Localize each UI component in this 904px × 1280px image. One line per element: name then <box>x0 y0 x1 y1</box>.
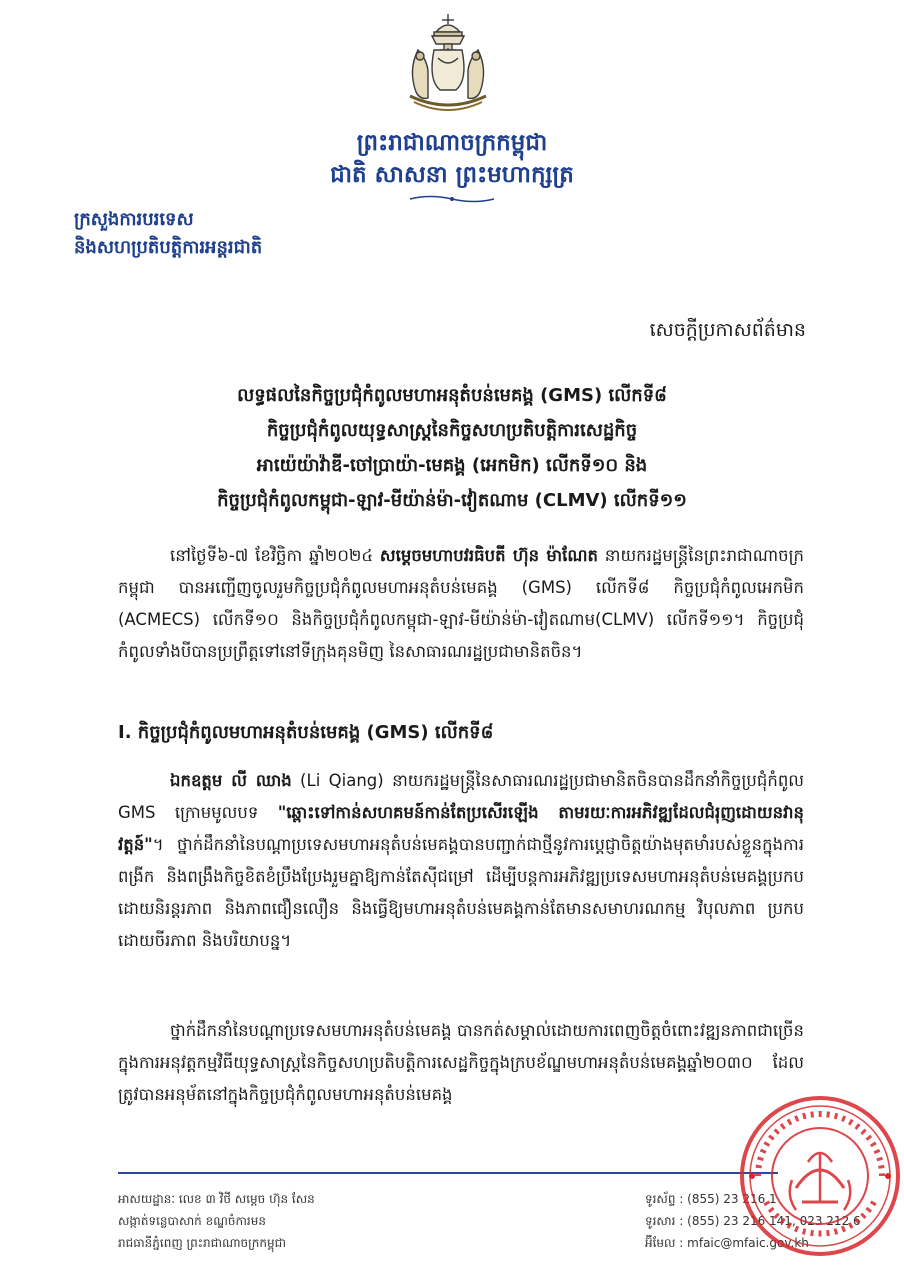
royal-coat-of-arms-emblem <box>398 10 498 118</box>
email-value: mfaic@mfaic.gov.kh <box>687 1236 809 1250</box>
footer-divider <box>118 1172 778 1174</box>
fax-value: (855) 23 216 141, 023 212 6 <box>687 1214 861 1228</box>
ministry-name-line2: និងសហប្រតិបត្តិការអន្តរជាតិ <box>74 237 263 258</box>
document-type: សេចក្តីប្រកាសព័ត៌មាន <box>649 319 806 341</box>
email-label: អ៊ីមែល : <box>645 1236 684 1250</box>
ministry-seal-stamp-icon <box>736 1092 904 1260</box>
title-line-3: អាយ៉េយ៉ាវ៉ាឌី-ចៅប្រាយ៉ា-មេគង្គ (អេកមិក) លើកទី១០ និង <box>256 455 648 476</box>
address-label: អាសយដ្ឋានៈ <box>118 1192 175 1206</box>
ministry-name-line1: ក្រសួងការបរទេស <box>74 209 194 230</box>
gms-summit-paragraph <box>118 765 804 957</box>
intro-body: នាយករដ្ឋមន្ត្រីនៃព្រះរាជាណាចក្រកម្ពុជា បានអញ្ជើញចូលរួមកិច្ចប្រជុំកំពូលមហាអនុតំបន់មេគង្គ (GMS) លើកទី៨ កិច្ចប្រជុំកំពូលអេកមិក (ACMECS) លើកទី១០ និងកិច្ចប្រជុំកំពូលកម្ពុជា-ឡាវ-មីយ៉ាន់ម៉ា-វៀតណាម(CLMV) លើកទី១១។ កិច្ចប្រជុំកំពូលទាំងបីបានប្រព្រឹត្តទៅនៅទីក្រុងគុនមិញ នៃសាធារណរដ្ឋប្រជាមានិតចិន។ <box>118 546 804 661</box>
title-line-2: កិច្ចប្រជុំកំពូលយុទ្ធសាស្ត្រនៃកិច្ចសហប្រតិបត្តិការសេដ្ឋកិច្ច <box>266 420 638 441</box>
summit-theme: "ឆ្ពោះទៅកាន់សហគមន៍កាន់តែប្រសើរឡើង តាមរយៈការអភិវឌ្ឍដែលជំរុញដោយនវានុវត្តន៍" <box>118 803 805 854</box>
title-line-1: លទ្ធផលនៃកិច្ចប្រជុំកំពូលមហាអនុតំបន់មេគង្គ (GMS) លើកទី៨ <box>237 385 667 406</box>
title-line-4: កិច្ចប្រជុំកំពូលកម្ពុជា-ឡាវ-មីយ៉ាន់ម៉ា-វៀតណាម (CLMV) លើកទី១១ <box>217 490 687 511</box>
kingdom-name: ព្រះរាជាណាចក្រកម្ពុជា <box>356 130 548 156</box>
ornamental-divider-icon <box>408 194 496 204</box>
footer-address <box>118 1188 538 1254</box>
gms-text-2: ។ ថ្នាក់ដឹកនាំនៃបណ្តាប្រទេសមហាអនុតំបន់មេគង្គបានបញ្ជាក់ជាថ្មីនូវការប្តេជ្ញាចិត្តយ៉ាងមុតមាំរបស់ខ្លួនក្នុងការពង្រីក និងពង្រឹងកិច្ចខិតខំប្រឹងប្រែងរួមគ្នាឱ្យកាន់តែស៊ីជម្រៅ ដើម្បីបន្តការអភិវឌ្ឍប្រទេសមហាអនុតំបន់មេគង្គប្រកបដោយនិរន្តរភាព និងភាពជឿនលឿន និងធ្វើឱ្យមហាអនុតំបន់មេគង្គកាន់តែមានសមាហរណកម្ម វិបុលភាព ប្រកបដោយចីរភាព និងបរិយាបន្ន។ <box>118 835 804 950</box>
prime-minister-name: សម្តេចមហាបវរធិបតី ហ៊ុន ម៉ាណែត <box>379 546 598 565</box>
address-line-2: សង្កាត់ទន្លេបាសាក់ ខណ្ឌចំការមន <box>118 1214 266 1228</box>
national-motto: ជាតិ សាសនា ព្រះមហាក្សត្រ <box>330 162 574 188</box>
address-line-1: លេខ ៣ វិថី សម្តេច ហ៊ុន សែន <box>178 1192 315 1206</box>
intro-date: នៅថ្ងៃទី៦-៧ ខែវិច្ឆិកា ឆ្នាំ២០២៤ <box>170 546 380 565</box>
chinese-premier-name: ឯកឧត្តម លី ឈាង <box>170 771 292 790</box>
phone-value: (855) 23 216 1 <box>687 1192 777 1206</box>
section-1-heading: I. កិច្ចប្រជុំកំពូលមហាអនុតំបន់មេគង្គ (GMS) លើកទី៨ <box>118 722 494 743</box>
phone-label: ទូរស័ព្ទ : <box>645 1192 684 1206</box>
address-line-3: រាជធានីភ្នំពេញ ព្រះរាជាណាចក្រកម្ពុជា <box>118 1236 286 1250</box>
fax-label: ទូរសារ : <box>645 1214 684 1228</box>
intro-paragraph <box>118 540 804 668</box>
gms-text-1: (Li Qiang) នាយករដ្ឋមន្ត្រីនៃសាធារណរដ្ឋប្រជាមានិតចិនបានដឹកនាំកិច្ចប្រជុំកំពូល GMS ក្រោមមូលបទ <box>118 771 805 822</box>
progress-paragraph: ថ្នាក់ដឹកនាំនៃបណ្តាប្រទេសមហាអនុតំបន់មេគង្គ បានកត់សម្គាល់ដោយការពេញចិត្តចំពោះវឌ្ឍនភាពជាច្រើនក្នុងការអនុវត្តកម្មវិធីយុទ្ធសាស្ត្រនៃកិច្ចសហប្រតិបត្តិការសេដ្ឋកិច្ចក្នុងក្របខ័ណ្ឌមហាអនុតំបន់មេគង្គឆ្នាំ២០៣០ ដែលត្រូវបានអនុម័តនៅក្នុងកិច្ចប្រជុំកំពូលមហាអនុតំបន់មេគង្គ <box>118 1021 804 1104</box>
